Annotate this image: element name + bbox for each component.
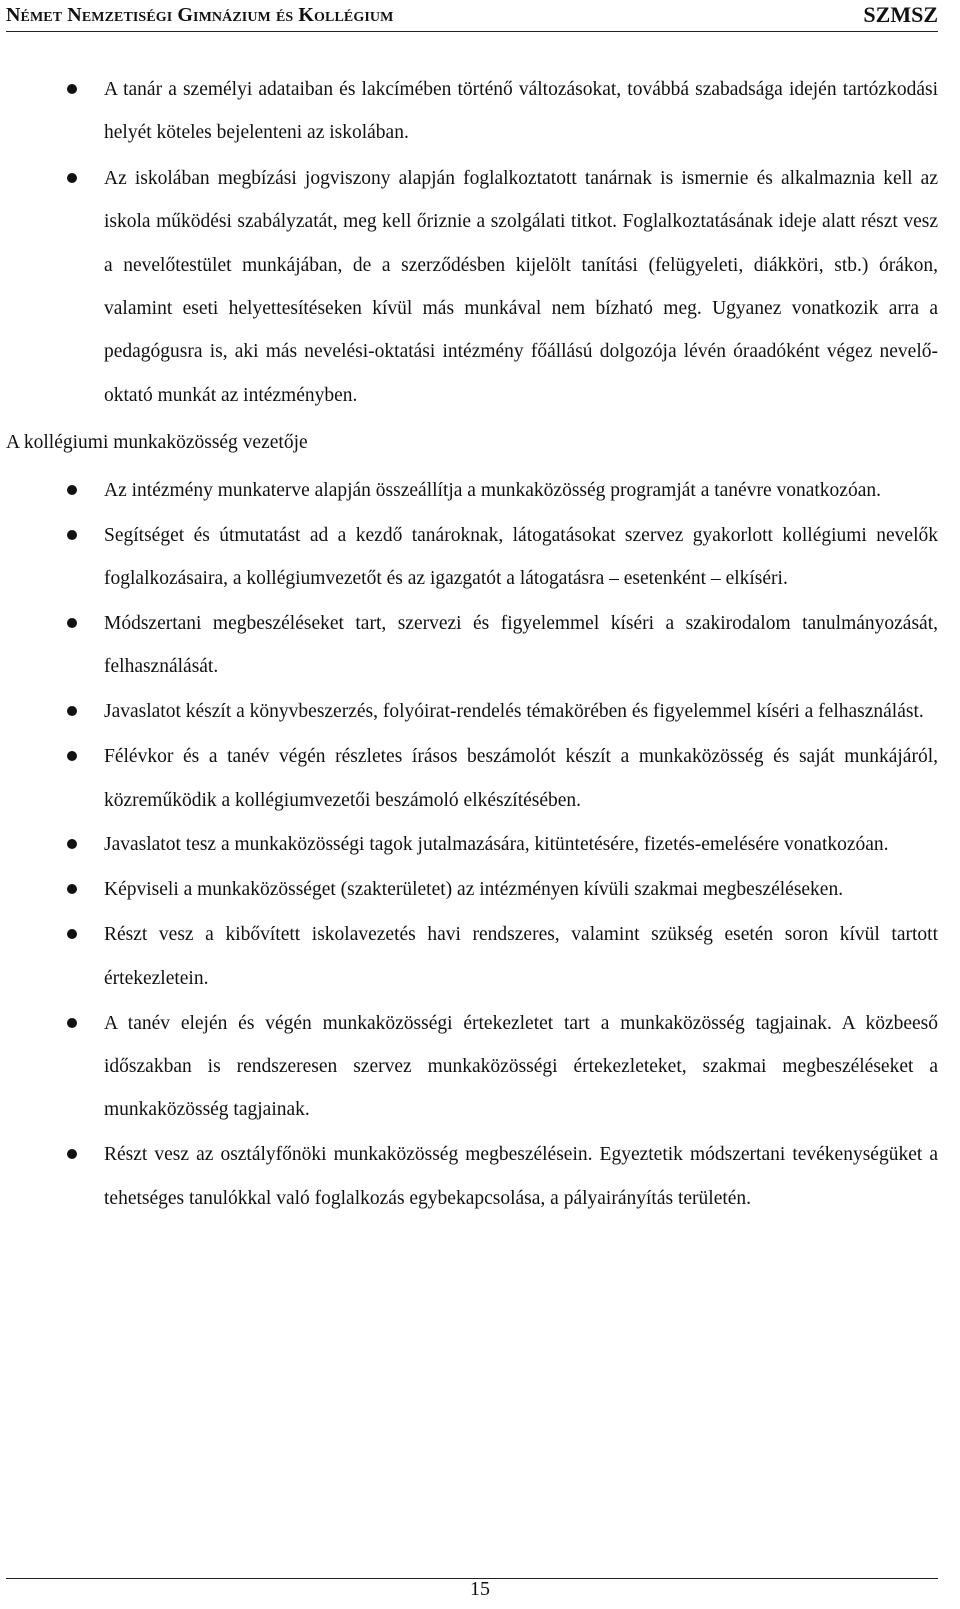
- list-item-text: Részt vesz az osztályfőnöki munkaközösség megbeszélésein. Egyeztetik módszertani tevékenységüket a tehetséges tanulókkal való foglalkozás egybekapcsolása, a pályairányítás területén.: [104, 1144, 938, 1209]
- list-item: [104, 469, 938, 512]
- list-item: [104, 602, 938, 689]
- list-item-text: Javaslatot tesz a munkaközösségi tagok jutalmazására, kitüntetésére, fizetés-emelésére vonatkozóan.: [104, 834, 889, 856]
- page-number: 15: [470, 1578, 490, 1600]
- list-item: [104, 1133, 938, 1220]
- list-item: [104, 68, 938, 155]
- list-item: [104, 913, 938, 1000]
- list-item-text: Félévkor és a tanév végén részletes írásos beszámolót készít a munkaközösség és saját munkájáról, közreműködik a kollégiumvezetői beszámoló elkészítésében.: [104, 746, 938, 811]
- bullet-icon: [67, 530, 77, 540]
- bullet-icon: [67, 839, 77, 849]
- list-item-text: Módszertani megbeszéléseket tart, szervezi és figyelemmel kíséri a szakirodalom tanulmányozását, felhasználását.: [104, 612, 938, 678]
- bullet-icon: [67, 751, 77, 761]
- bullet-icon: [67, 1018, 77, 1028]
- bullet-icon: [67, 1149, 77, 1159]
- bullet-icon: [67, 173, 77, 183]
- list-item: [104, 690, 938, 733]
- document-code: SZMSZ: [863, 2, 938, 27]
- list-item: [104, 868, 938, 911]
- document-body: [0, 68, 960, 1222]
- bullet-icon: [67, 618, 77, 628]
- list-item: [104, 823, 938, 866]
- section-bullet-list: [0, 469, 960, 1220]
- section-heading: A kollégiumi munkaközösség vezetője: [6, 432, 308, 454]
- list-item-text: Az intézmény munkaterve alapján összeállítja a munkaközösség programját a tanévre vonatkozóan.: [104, 479, 881, 501]
- bullet-icon: [67, 706, 77, 716]
- list-item-text: Részt vesz a kibővített iskolavezetés havi rendszeres, valamint szükség esetén soron kívül tartott értekezletein.: [104, 924, 938, 989]
- list-item-text: Javaslatot készít a könyvbeszerzés, folyóirat-rendelés témakörében és figyelemmel kíséri a felhasználást.: [104, 701, 924, 723]
- list-item-text: Az iskolában megbízási jogviszony alapján foglalkoztatott tanárnak is ismernie és alkalmaznia kell az iskola működési szabályzatát, meg kell őriznie a szolgálati titkot. Foglalkoztatásának ideje alatt részt vesz a nevelőtestület munkájában, de a szerződésben kijelölt tanítási (felügyeleti, diákköri, stb.) órákon, valamint eseti helyettesítéseken kívül más munkával nem bízható meg. Ugyanez vonatkozik arra a pedagógusra is, aki más nevelési-oktatási intézmény főállású dolgozója lévén óraadóként végez nevelő-oktató munkát az intézményben.: [104, 167, 938, 406]
- list-item-text: A tanár a személyi adataiban és lakcímében történő változásokat, továbbá szabadsága idején tartózkodási helyét köteles bejelenteni az iskolában.: [104, 79, 938, 144]
- list-item: [104, 157, 938, 417]
- bullet-icon: [67, 929, 77, 939]
- bullet-icon: [67, 84, 77, 94]
- list-item-text: A tanév elején és végén munkaközösségi értekezletet tart a munkaközösség tagjainak. A közbeeső időszakban is rendszeresen szervez munkaközösségi értekezleteket, szakmai megbeszéléseket a munkaközösség tagjainak.: [104, 1012, 938, 1121]
- school-name: Német Nemzetiségi Gimnázium és Kollégium: [6, 4, 394, 26]
- bullet-icon: [67, 884, 77, 894]
- list-item: [104, 735, 938, 822]
- intro-bullet-list: [0, 68, 960, 417]
- page-header: [6, 0, 938, 32]
- list-item: [104, 1002, 938, 1132]
- list-item-text: Képviseli a munkaközösséget (szakterületet) az intézményen kívüli szakmai megbeszéléseken.: [104, 879, 844, 901]
- list-item: [104, 514, 938, 601]
- list-item-text: Segítséget és útmutatást ad a kezdő tanároknak, látogatásokat szervez gyakorlott kollégiumi nevelők foglalkozásaira, a kollégiumvezetőt és az igazgatót a látogatásra – esetenként – elkíséri.: [104, 524, 938, 589]
- bullet-icon: [67, 485, 77, 495]
